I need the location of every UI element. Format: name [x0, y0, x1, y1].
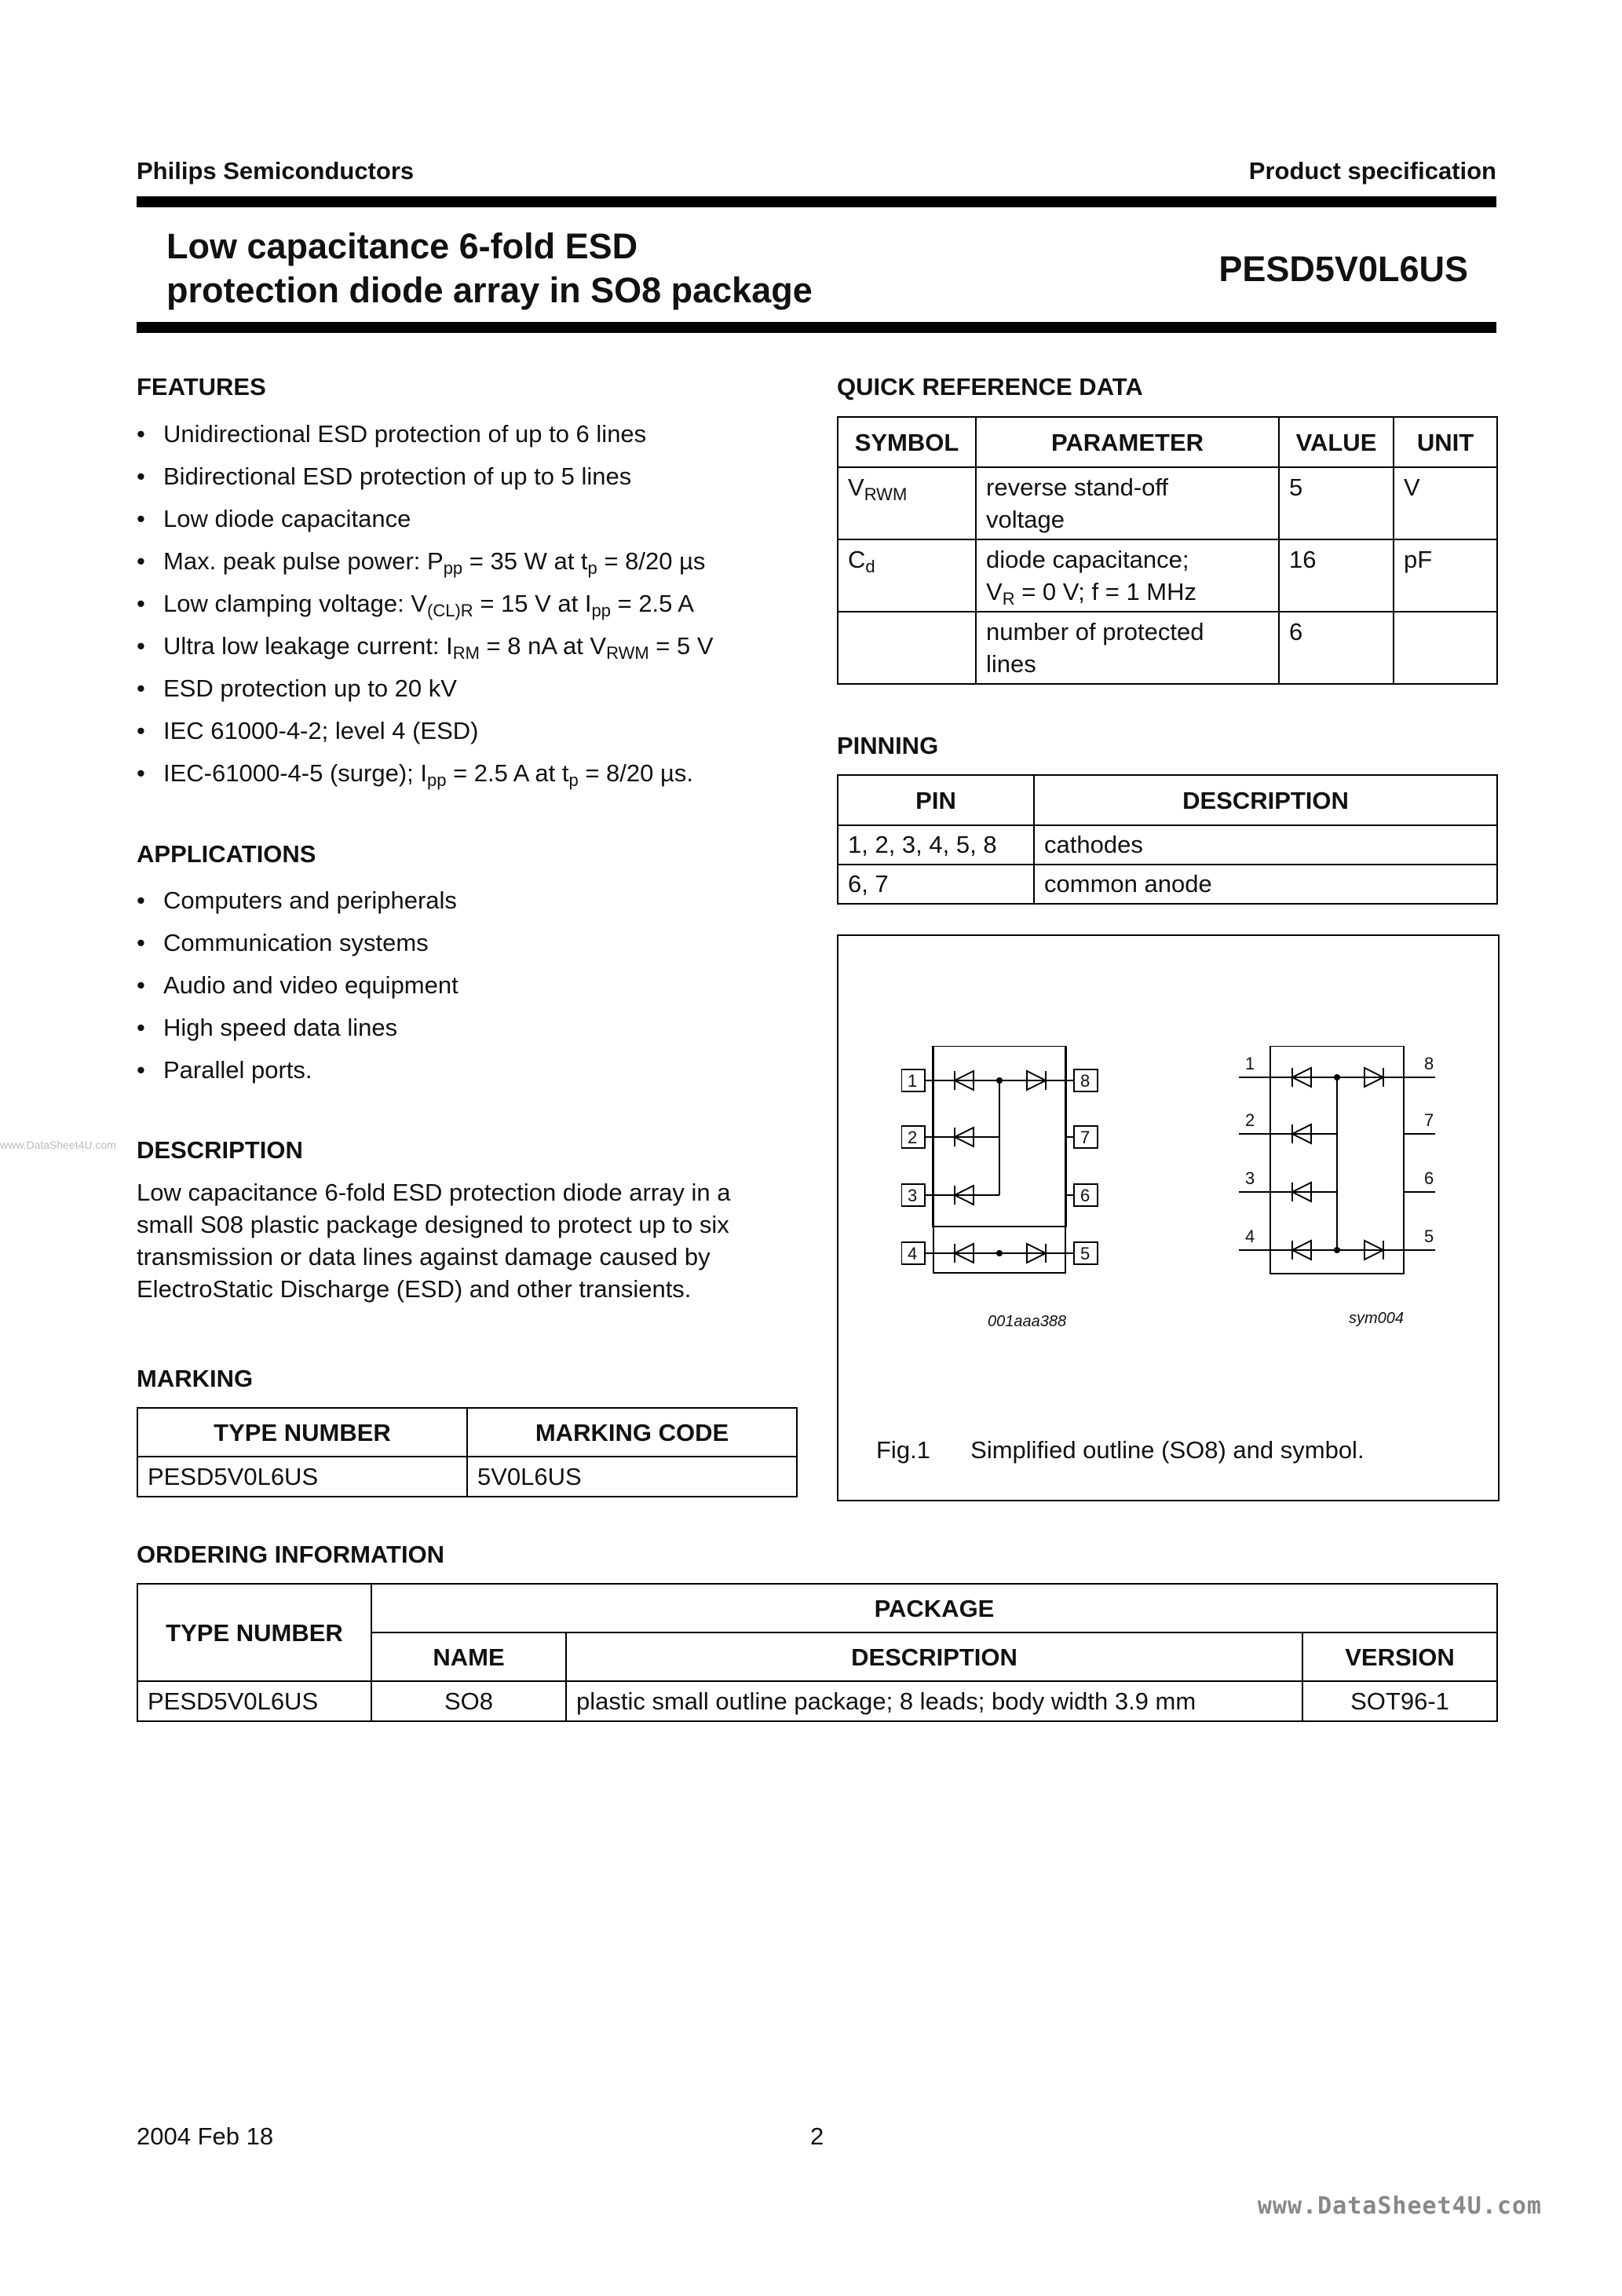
features-list: [137, 413, 714, 795]
description-text: Low capacitance 6-fold ESD protection diode array in a small S08 plastic package designed to protect up to six transmission or data lines against damage caused by ElectroStatic Discharge (ESD) and other transients.: [137, 1179, 731, 1303]
symbol-pin-7: 7: [1424, 1110, 1434, 1130]
symbol-pin-6: 6: [1424, 1168, 1434, 1188]
symbol-pin-4: 4: [1245, 1227, 1255, 1246]
applications-heading: APPLICATIONS: [137, 840, 316, 868]
marking-header-type: TYPE NUMBER: [137, 1408, 467, 1457]
marking-type-cell: PESD5V0L6US: [137, 1457, 467, 1497]
application-item: • High speed data lines: [137, 1007, 458, 1049]
table-row: 6, 7 common anode: [838, 865, 1497, 904]
application-item: • Computers and peripherals: [137, 879, 458, 922]
table-row: PESD5V0L6US SO8 plastic small outline package; 8 leads; body width 3.9 mm SOT96-1: [137, 1681, 1497, 1721]
symbol-pin-5: 5: [1424, 1227, 1434, 1246]
applications-list: [137, 879, 458, 1091]
application-item: • Audio and video equipment: [137, 964, 458, 1007]
ordering-description-header: DESCRIPTION: [566, 1632, 1302, 1681]
outline-pin-2: 2: [908, 1128, 918, 1147]
table-row: $V_{RWM}$ reverse stand-off voltage 5 V: [838, 467, 1497, 539]
feature-item: • IEC 61000-4-2; level 4 (ESD): [137, 710, 714, 752]
feature-item: • ESD protection up to 20 kV: [137, 667, 714, 710]
ordering-heading: ORDERING INFORMATION: [137, 1541, 445, 1568]
quick-ref-table: [837, 416, 1498, 685]
qr-header-symbol: SYMBOL: [838, 417, 976, 467]
outline-pin-3: 3: [908, 1186, 918, 1205]
feature-item: • Unidirectional ESD protection of up to 6 lines: [137, 413, 714, 455]
marking-table: [137, 1407, 798, 1497]
feature-item: • IEC-61000-4-5 (surge); $I_{pp} = 2.5$ A at $t_p = 8/20$ µs.: [137, 752, 714, 795]
ordering-table: [137, 1583, 1498, 1722]
ordering-version-header: VERSION: [1302, 1632, 1497, 1681]
marking-heading: MARKING: [137, 1365, 254, 1392]
pinning-heading: PINNING: [837, 732, 939, 759]
feature-item: • Ultra low leakage current: $I_{RM} = 8$ nA at $V_{RWM} = 5$ V: [137, 625, 714, 667]
feature-item: • Max. peak pulse power: $P_{pp} = 35$ W at $t_p = 8/20$ µs: [137, 540, 714, 583]
outline-pin-6: 6: [1080, 1186, 1090, 1205]
feature-item: • Low diode capacitance: [137, 498, 714, 540]
page-title: [166, 225, 813, 313]
footer-watermark[interactable]: www.DataSheet4U.com: [1257, 2192, 1542, 2220]
title-rule: [137, 322, 1496, 333]
symbol-code: sym004: [1349, 1310, 1405, 1327]
ordering-package-header: PACKAGE: [371, 1584, 1497, 1632]
table-row: $C_d$ diode capacitance; $V_R = 0$ V; f = 1 MHz 16 pF: [838, 539, 1497, 612]
feature-item: • Bidirectional ESD protection of up to 5 lines: [137, 455, 714, 498]
outline-pin-7: 7: [1080, 1128, 1090, 1147]
outline-body-bottom: [933, 1046, 1066, 1274]
quick-ref-heading: QUICK REFERENCE DATA: [837, 373, 1143, 400]
page-number: 2: [810, 2122, 824, 2150]
title-line-1: Low capacitance 6-fold ESD: [166, 226, 638, 266]
table-row: number of protected lines 6: [838, 612, 1497, 684]
symbol-pin-2: 2: [1245, 1110, 1255, 1130]
symbol-pin-8: 8: [1424, 1054, 1434, 1073]
symbol-pin-1: 1: [1245, 1054, 1255, 1073]
company-name: Philips Semiconductors: [137, 157, 415, 185]
pin-header: PIN: [838, 775, 1034, 825]
marking-code-cell: 5V0L6US: [467, 1457, 797, 1497]
application-item: • Communication systems: [137, 922, 458, 964]
ordering-name-header: NAME: [371, 1632, 566, 1681]
ordering-type-header: TYPE NUMBER: [137, 1584, 371, 1681]
application-item: • Parallel ports.: [137, 1049, 458, 1091]
side-watermark: www.DataSheet4U.com: [0, 1139, 116, 1151]
pin-description-header: DESCRIPTION: [1034, 775, 1497, 825]
outline-pin-5: 5: [1080, 1244, 1090, 1263]
document-type: Product specification: [1248, 157, 1496, 185]
figure-number: Fig.1: [876, 1436, 930, 1464]
qr-header-unit: UNIT: [1394, 417, 1497, 467]
features-heading: FEATURES: [137, 373, 266, 400]
outline-pin-4: 4: [908, 1244, 918, 1263]
table-row: 1, 2, 3, 4, 5, 8 cathodes: [838, 825, 1497, 865]
feature-item: • Low clamping voltage: $V_{(CL)R} = 15$ V at $I_{pp} = 2.5$ A: [137, 583, 714, 625]
figure-box: [837, 934, 1500, 1501]
footer-date: 2004 Feb 18: [137, 2122, 274, 2150]
qr-header-value: VALUE: [1279, 417, 1394, 467]
outline-pin-1: 1: [908, 1071, 918, 1091]
marking-header-code: MARKING CODE: [467, 1408, 797, 1457]
header-rule: [137, 196, 1496, 207]
diode-symbol-diagram: [1239, 1046, 1443, 1281]
figure-caption-text: Simplified outline (SO8) and symbol.: [970, 1436, 1364, 1464]
description-heading: DESCRIPTION: [137, 1136, 303, 1164]
pinning-table: [837, 774, 1498, 905]
symbol-pin-3: 3: [1245, 1168, 1255, 1188]
outline-pin-8: 8: [1080, 1071, 1090, 1091]
figure-caption: [876, 1434, 1364, 1466]
outline-code: 001aaa388: [988, 1313, 1067, 1330]
title-line-2: protection diode array in SO8 package: [166, 270, 813, 310]
qr-header-parameter: PARAMETER: [976, 417, 1279, 467]
part-number: PESD5V0L6US: [1218, 249, 1468, 289]
